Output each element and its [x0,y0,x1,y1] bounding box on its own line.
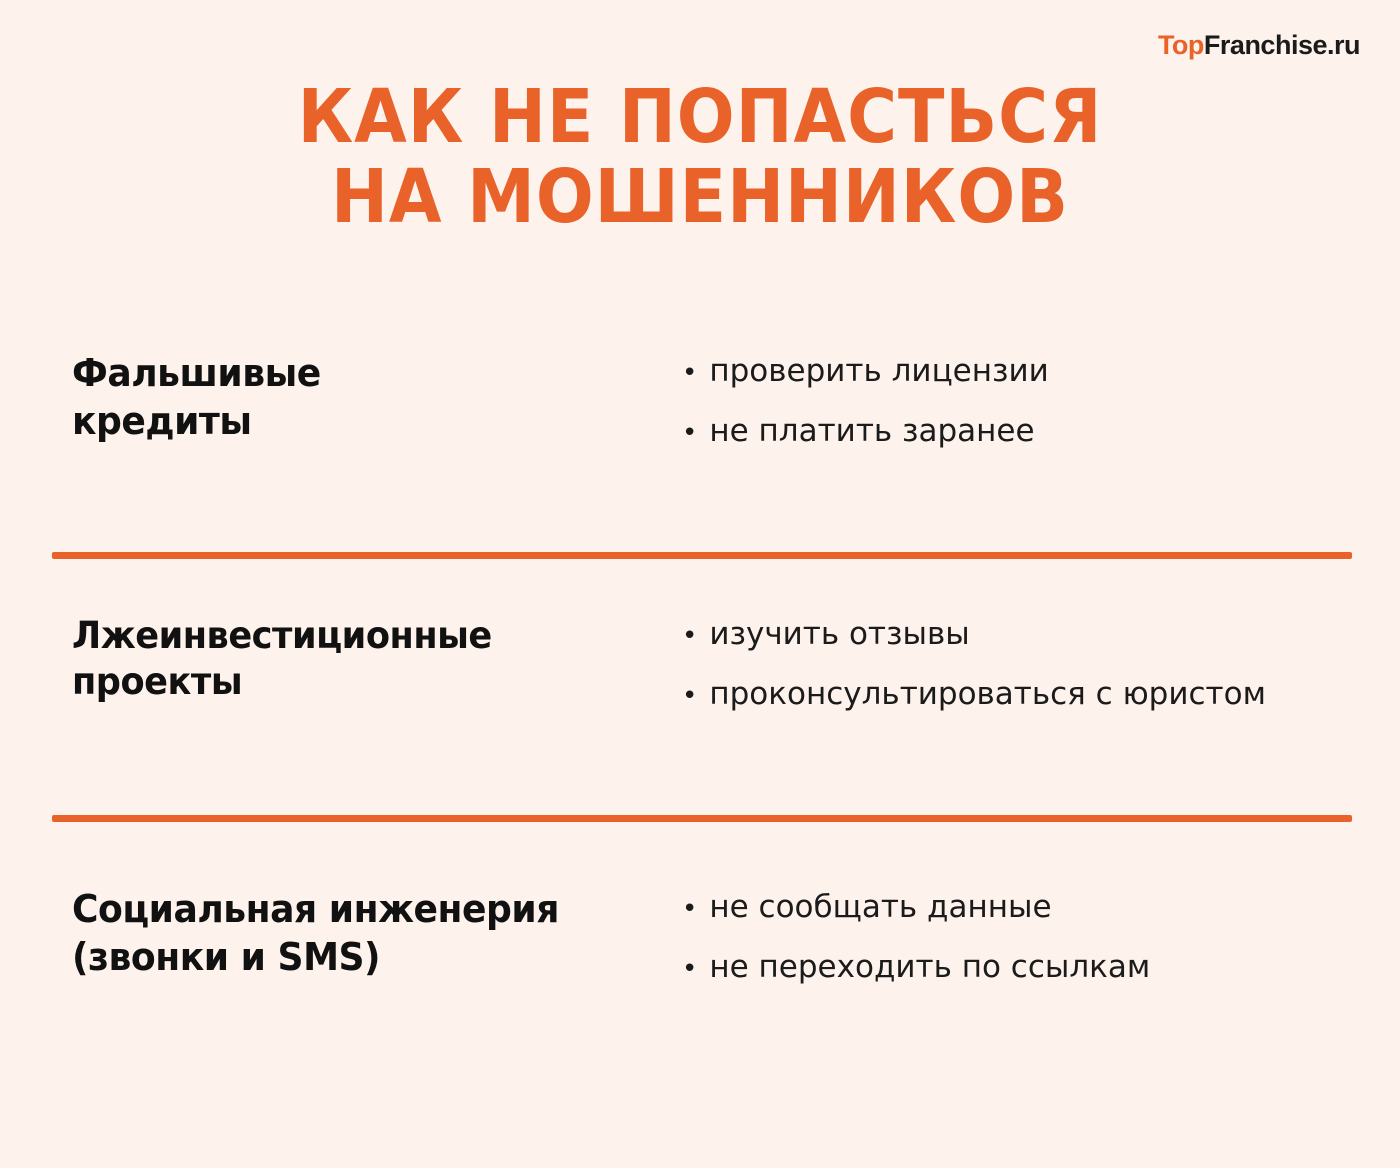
tip-text: изучить отзывы [709,616,970,652]
divider [52,815,1352,822]
tip-item [682,412,1348,452]
brand-logo-franchise: Franchise [1203,30,1327,60]
tip-text: проверить лицензии [709,353,1049,389]
divider [52,552,1352,559]
page-title-line-2: НА МОШЕННИКОВ [331,153,1069,240]
list-item [0,322,1400,530]
scam-category-3 [72,858,652,981]
scam-category-1 [72,322,652,445]
bullet-icon: • [682,680,698,711]
scam-category-1-line-2: кредиты [72,398,252,443]
tip-item [682,948,1348,988]
brand-logo [1158,30,1360,61]
tip-text: не платить заранее [709,412,1035,449]
scam-category-3-line-2: (звонки и SMS) [72,934,381,979]
list-item [0,848,1400,1056]
bullet-icon: • [682,621,698,651]
page-title [56,74,1344,240]
brand-logo-ru: .ru [1326,30,1360,60]
scam-category-2-line-1: Лжеинвестиционные [72,614,492,657]
tip-text: проконсультироваться с юристом [709,675,1266,712]
scam-tips-2 [682,585,1348,714]
brand-logo-top: Top [1157,30,1204,60]
scam-category-2-line-2: проекты [72,660,243,704]
tip-item [682,675,1348,715]
tip-text: не сообщать данные [709,889,1052,925]
tip-text: не переходить по ссылкам [709,948,1151,985]
tips-list [0,322,1400,1056]
tip-item [682,352,1348,392]
bullet-icon: • [682,953,698,984]
list-item [0,585,1400,793]
tip-item [682,615,1348,655]
scam-category-1-line-1: Фальшивые [72,351,321,395]
bullet-icon: • [682,894,698,924]
bullet-icon: • [682,417,698,448]
page-title-line-1: КАК НЕ ПОПАСТЬСЯ [297,74,1103,160]
tip-item [682,888,1348,928]
scam-tips-3 [682,858,1348,987]
scam-category-2 [72,585,652,706]
bullet-icon: • [682,358,698,388]
scam-tips-1 [682,322,1348,451]
scam-category-3-line-1: Социальная инженерия [72,887,559,931]
